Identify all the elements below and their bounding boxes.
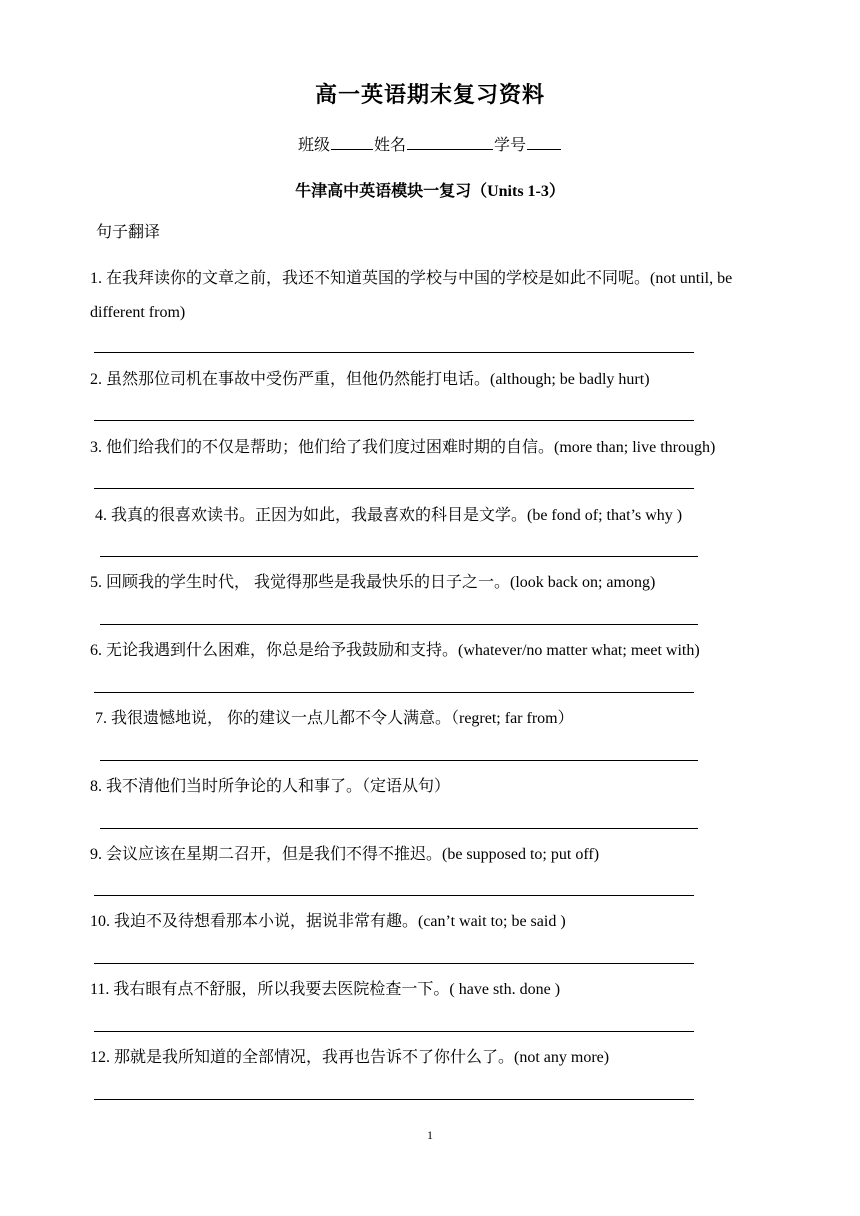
question-2: 2. 虽然那位司机在事故中受伤严重，但他仍然能打电话。(although; be badly hurt) (90, 371, 650, 388)
answer-line-6[interactable] (94, 692, 694, 693)
name-label: 姓名 (373, 137, 406, 154)
answer-line-1[interactable] (94, 352, 694, 353)
answer-line-2[interactable] (94, 420, 694, 421)
student-info-line (0, 132, 860, 155)
question-7: 7. 我很遗憾地说， 你的建议一点儿都不令人满意。（regret; far from） (95, 710, 574, 727)
module-subtitle: 牛津高中英语模块一复习（Units 1-3） (295, 183, 565, 200)
answer-line-8[interactable] (100, 828, 698, 829)
question-1: 1. 在我拜读你的文章之前，我还不知道英国的学校与中国的学校是如此不同呢。(not until, be different from) (90, 270, 733, 321)
answer-line-5[interactable] (100, 624, 698, 625)
question-6: 6. 无论我遇到什么困难，你总是给予我鼓励和支持。(whatever/no matter what; meet with) (90, 642, 700, 659)
answer-line-12[interactable] (94, 1099, 694, 1100)
class-label: 班级 (297, 137, 330, 154)
class-blank[interactable] (331, 135, 373, 150)
answer-line-9[interactable] (94, 895, 694, 896)
question-11: 11. 我右眼有点不舒服，所以我要去医院检查一下。( have sth. done ) (90, 981, 561, 998)
answer-line-7[interactable] (100, 760, 698, 761)
id-blank[interactable] (527, 135, 561, 150)
question-3: 3. 他们给我们的不仅是帮助；他们给了我们度过困难时期的自信。(more than; live through) (90, 439, 716, 456)
answer-line-10[interactable] (94, 963, 694, 964)
question-10: 10. 我迫不及待想看那本小说，据说非常有趣。(can’t wait to; be said ) (90, 913, 566, 930)
question-12: 12. 那就是我所知道的全部情况，我再也告诉不了你什么了。(not any more) (90, 1049, 610, 1066)
section-heading: 句子翻译 (96, 224, 161, 241)
id-label: 学号 (494, 137, 527, 154)
answer-line-3[interactable] (94, 488, 694, 489)
question-5: 5. 回顾我的学生时代， 我觉得那些是我最快乐的日子之一。(look back on; among) (90, 574, 656, 591)
answer-line-4[interactable] (100, 556, 698, 557)
question-9: 9. 会议应该在星期二召开，但是我们不得不推迟。(be supposed to; put off) (90, 846, 600, 863)
name-blank[interactable] (407, 135, 493, 150)
question-4: 4. 我真的很喜欢读书。正因为如此，我最喜欢的科目是文学。(be fond of; that’s why ) (95, 507, 683, 524)
question-8: 8. 我不清他们当时所争论的人和事了。（定语从句） (90, 778, 451, 795)
page-number: 1 (427, 1128, 433, 1142)
page-title: 高一英语期末复习资料 (314, 82, 545, 107)
answer-line-11[interactable] (94, 1031, 694, 1032)
